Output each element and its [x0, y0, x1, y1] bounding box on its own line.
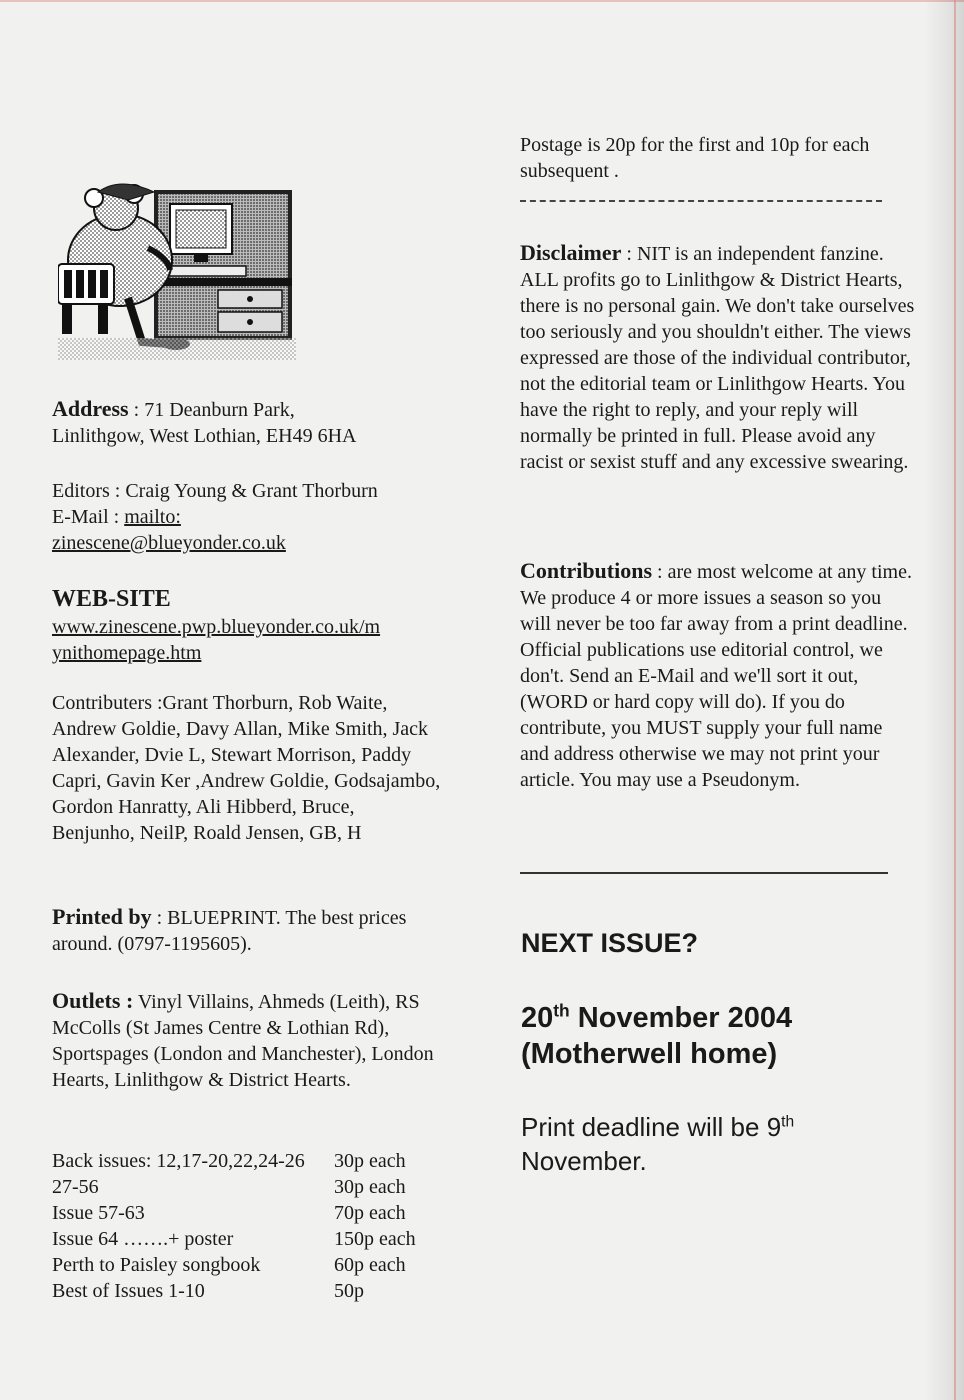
back-issue-row — [52, 1174, 416, 1200]
address-line1: 71 Deanburn Park, — [144, 399, 295, 421]
contributers-text: Contributers :Grant Thorburn, Rob Waite, Andrew Goldie, Davy Allan, Mike Smith, Jack Alexander, Dvie L, Stewart Morrison, Paddy Capri, Gavin Ker ,Andrew Goldie, Godsajambo, Gordon Hanratty, Ali Hibberd, Bruce, Benjunho, NeilP, Roald Jensen, GB, H — [52, 692, 441, 844]
editors-block — [52, 478, 452, 556]
outlets-text: Vinyl Villains, Ahmeds (Leith), RS McColls (St James Centre & Lothian Rd), Sportspages (London and Manchester), London Hearts, Linlithgow & District Hearts. — [52, 991, 434, 1091]
website-url-line1[interactable]: www.zinescene.pwp.blueyonder.co.uk/m — [52, 616, 381, 638]
back-issue-row — [52, 1200, 416, 1226]
email-link-mailto[interactable]: mailto: — [124, 506, 181, 528]
outlets-block — [52, 988, 452, 1093]
contributers-block — [52, 690, 442, 846]
back-issues-list — [52, 1148, 452, 1304]
next-issue-match: (Motherwell home) — [521, 1038, 778, 1070]
contributions-block — [520, 558, 915, 793]
next-issue-day-suffix: th — [553, 1000, 570, 1021]
page-top-edge — [0, 0, 964, 2]
contributions-heading: Contributions — [520, 558, 653, 583]
website-heading: WEB-SITE — [52, 586, 171, 612]
editors-line: Editors : Craig Young & Grant Thorburn — [52, 480, 378, 502]
print-deadline-text: Print deadline will be 9 — [521, 1112, 782, 1142]
address-separator: : — [128, 399, 145, 421]
back-issue-price: 70p each — [334, 1202, 406, 1224]
disclaimer-text: : NIT is an independent fanzine. ALL profits go to Linlithgow & District Hearts, there is no personal gain. We don't take ourselves too seriously and you shouldn't either. The views expressed are those of the individual contributor, not the editorial team or Linlithgow Hearts. You have the right to reply, and your reply will normally be printed in full. Please avoid any racist or sexist stuff and any excessive swearing. — [520, 243, 915, 473]
disclaimer-block — [520, 240, 915, 475]
divider — [520, 200, 882, 202]
address-block — [52, 396, 452, 449]
disclaimer-heading: Disclaimer — [520, 240, 622, 265]
back-issue-row — [52, 1148, 416, 1174]
printed-by-text: : BLUEPRINT. The best prices around. (0797-1195605). — [52, 907, 407, 955]
website-block — [52, 584, 452, 666]
next-issue-date-block — [521, 1000, 792, 1072]
back-issue-item: Issue 64 …….+ poster — [52, 1228, 234, 1250]
address-heading: Address — [52, 396, 129, 421]
print-deadline-suffix: th — [781, 1113, 795, 1131]
back-issue-price: 30p each — [334, 1150, 406, 1172]
email-label: E-Mail : — [52, 506, 125, 528]
postage-note — [520, 132, 900, 184]
back-issue-item: 27-56 — [52, 1176, 99, 1198]
next-issue-date-rest: November 2004 — [569, 1002, 793, 1034]
printed-by-heading: Printed by — [52, 904, 152, 929]
outlets-heading: Outlets : — [52, 988, 134, 1013]
back-issue-price: 150p each — [334, 1228, 416, 1250]
divider — [520, 872, 888, 874]
back-issue-row — [52, 1278, 416, 1304]
mascot-at-computer-icon — [58, 178, 296, 360]
email-link-address[interactable]: zinescene@blueyonder.co.uk — [52, 532, 286, 554]
back-issue-item: Back issues: 12,17-20,22,24-26 — [52, 1150, 305, 1172]
back-issue-row — [52, 1252, 416, 1278]
next-issue-heading: NEXT ISSUE? — [521, 928, 699, 958]
back-issue-item: Perth to Paisley songbook — [52, 1254, 261, 1276]
print-deadline-month: November. — [521, 1146, 647, 1176]
next-issue-day: 20 — [521, 1002, 554, 1034]
back-issue-price: 30p each — [334, 1176, 406, 1198]
print-deadline-block — [521, 1110, 881, 1178]
contributions-text: : are most welcome at any time. We produce 4 or more issues a season so you will never be too far away from a print deadline. Official publications use editorial control, we don't. Send an E-Mail and we'll sort it out, (WORD or hard copy will do). If you do contribute, you MUST supply your full name and address otherwise we may not print your article. You may use a Pseudonym. — [520, 561, 912, 791]
page-fold-shadow — [924, 0, 964, 1400]
page-right-edge — [954, 0, 956, 1400]
back-issue-price: 60p each — [334, 1254, 406, 1276]
postage-text: Postage is 20p for the first and 10p for each subsequent . — [520, 134, 870, 182]
back-issue-row — [52, 1226, 416, 1252]
back-issue-item: Best of Issues 1-10 — [52, 1280, 205, 1302]
website-url-line2[interactable]: ynithomepage.htm — [52, 642, 202, 664]
printed-by-block — [52, 904, 452, 957]
address-line2: Linlithgow, West Lothian, EH49 6HA — [52, 425, 357, 447]
back-issue-price: 50p — [334, 1280, 364, 1302]
back-issue-item: Issue 57-63 — [52, 1202, 145, 1224]
